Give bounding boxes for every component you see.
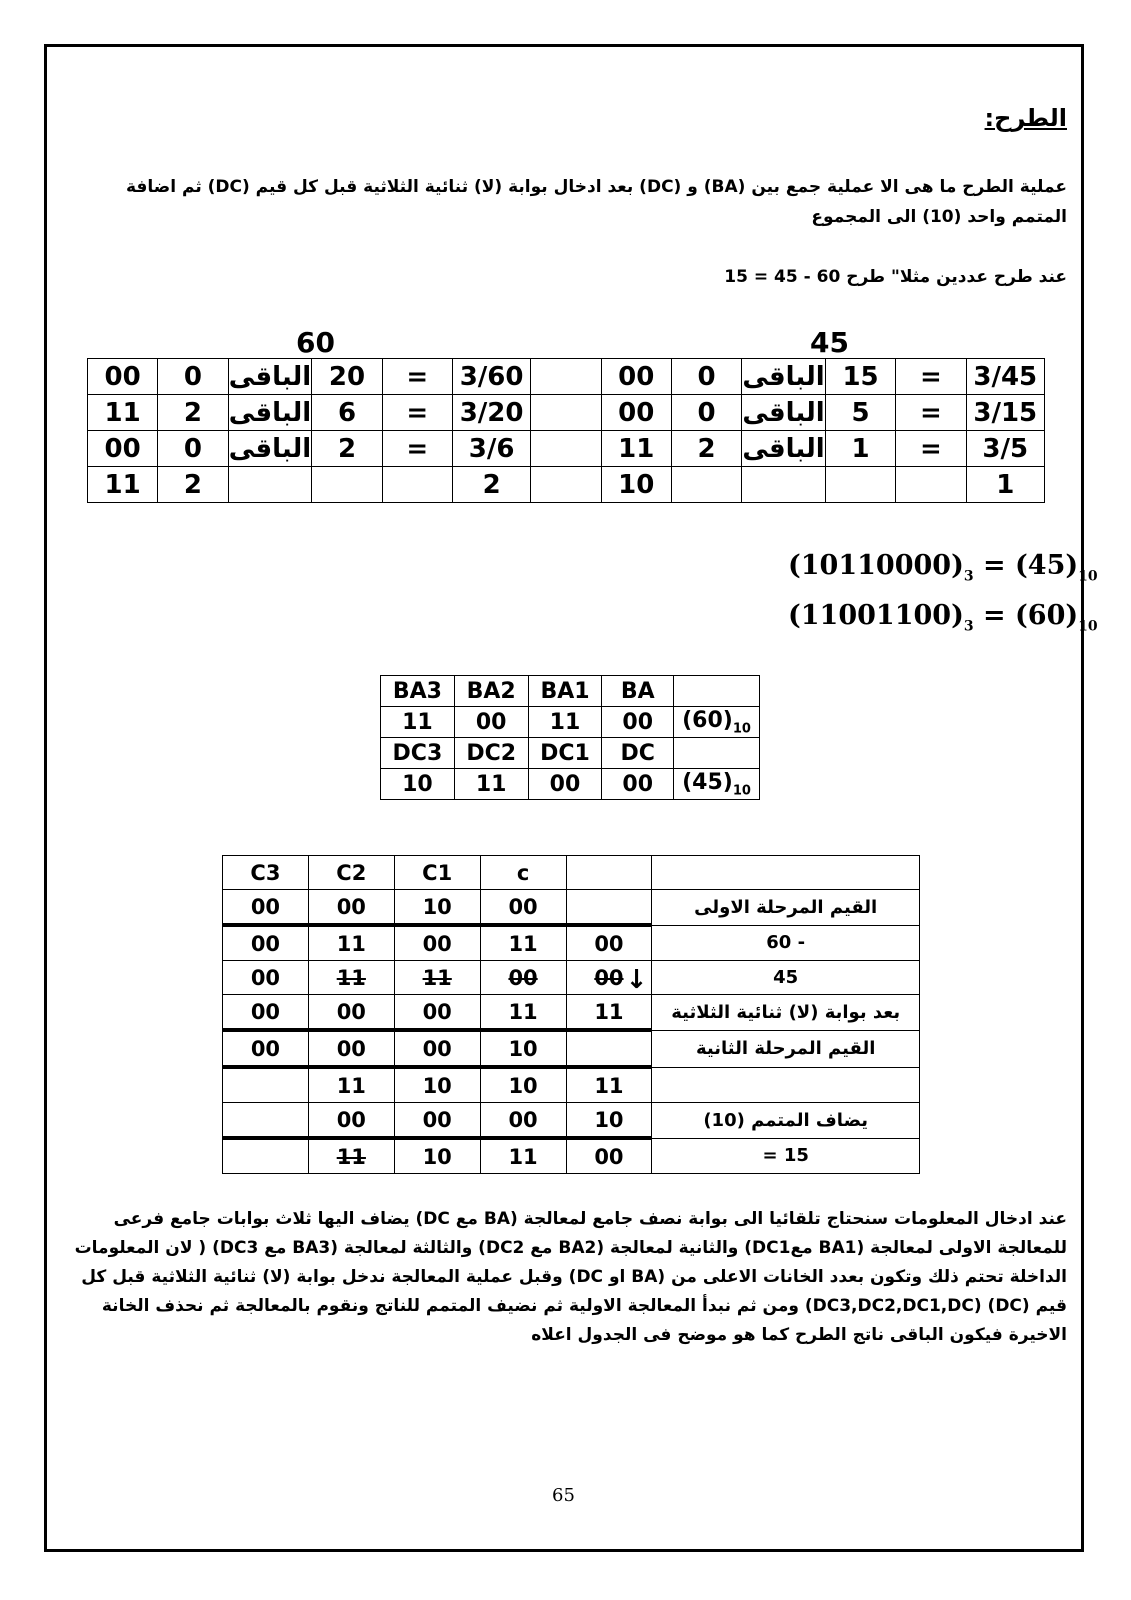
calc-cell: 11 ↓	[566, 995, 652, 1031]
division-cell: =	[382, 395, 452, 431]
calc-cell: 00	[308, 890, 394, 926]
equation-60: $(11001100)_3 = (60)_{10}$	[788, 600, 1098, 635]
calc-row	[223, 961, 920, 995]
eq1-rhs: (45)	[1015, 550, 1079, 581]
division-cell: 11	[601, 431, 671, 467]
division-cell: 2	[158, 395, 228, 431]
division-cell: 00	[88, 431, 158, 467]
calc-cell: 00	[223, 995, 309, 1031]
calc-cell: 00	[223, 925, 309, 961]
division-cell: الباقى	[742, 395, 826, 431]
eq2-rhs-base: 10	[1078, 618, 1098, 635]
mapping-cell-text: BA2	[466, 678, 516, 704]
mapping-cell-text: 00	[622, 709, 654, 735]
eq1-lhs-base: 3	[963, 568, 974, 585]
calc-cell	[652, 1067, 920, 1103]
calc-cell: 00	[566, 925, 652, 961]
mapping-cell	[381, 738, 455, 769]
division-cell: 15	[825, 359, 895, 395]
division-table	[87, 358, 1045, 503]
division-cell: =	[382, 359, 452, 395]
division-cell: 3/45	[966, 359, 1044, 395]
calc-cell: 00	[480, 1103, 566, 1139]
mapping-row	[381, 707, 760, 738]
mapping-cell	[602, 707, 674, 738]
calc-cell: C2	[308, 856, 394, 890]
division-cell: 11	[88, 467, 158, 503]
calc-cell: 00	[566, 961, 652, 995]
calc-cell: 10	[480, 1030, 566, 1067]
division-cell: 1	[825, 431, 895, 467]
division-row	[88, 359, 1045, 395]
mapping-cell-text: 10	[402, 771, 433, 797]
division-gap-cell	[531, 395, 601, 431]
calc-cell: - 60	[652, 925, 920, 961]
mapping-cell-text: 11	[475, 771, 507, 797]
division-cell: =	[896, 395, 966, 431]
division-cell	[825, 467, 895, 503]
division-cell: =	[896, 431, 966, 467]
calc-cell: 11	[394, 961, 480, 995]
division-cell: 3/20	[452, 395, 530, 431]
div45-title: 45	[810, 326, 849, 359]
calc-row	[223, 1030, 920, 1067]
mapping-cell-text: 11	[549, 709, 581, 735]
calc-cell: 11	[308, 961, 394, 995]
calc-cell: 10	[394, 890, 480, 926]
division-cell: 0	[158, 359, 228, 395]
division-cell: 2	[312, 431, 382, 467]
division-cell: =	[382, 431, 452, 467]
division-cell: الباقى	[742, 359, 826, 395]
section-heading: الطرح:	[984, 104, 1067, 132]
calc-cell: 10	[394, 1138, 480, 1174]
calc-cell: 11	[308, 1138, 394, 1174]
calc-row	[223, 890, 920, 926]
mapping-cell-text: BA	[620, 678, 655, 704]
mapping-cell-text: 00	[549, 771, 581, 797]
calc-cell: C3	[223, 856, 309, 890]
example-line: عند طرح عددين مثلا" طرح 60 - 45 = 15	[724, 267, 1067, 287]
mapping-cell	[528, 707, 602, 738]
mapping-cell	[528, 769, 602, 800]
mapping-cell-text: 00	[622, 771, 654, 797]
division-gap-cell	[531, 431, 601, 467]
division-cell: الباقى	[228, 431, 312, 467]
calc-cell: 11	[566, 1067, 652, 1103]
calc-cell: 00	[480, 961, 566, 995]
calc-cell	[566, 856, 652, 890]
division-cell: 2	[671, 431, 741, 467]
calc-cell	[652, 856, 920, 890]
mapping-cell	[674, 769, 760, 800]
mapping-cell-text: (60)	[682, 707, 733, 733]
calc-row	[223, 925, 920, 961]
calc-cell: 11	[308, 925, 394, 961]
division-cell: 20	[312, 359, 382, 395]
division-cell: 3/60	[452, 359, 530, 395]
mapping-cell	[674, 738, 760, 769]
calc-row	[223, 995, 920, 1031]
division-cell	[742, 467, 826, 503]
mapping-cell	[674, 707, 760, 738]
division-cell: 10	[601, 467, 671, 503]
page-number: 65	[552, 1485, 575, 1506]
eq2-rhs: (60)	[1015, 600, 1079, 631]
mapping-cell-text: DC1	[540, 740, 590, 766]
calc-cell: القيم المرحلة الثانية	[652, 1030, 920, 1067]
mapping-base: 10	[732, 721, 751, 737]
calc-row	[223, 1067, 920, 1103]
division-gap-cell	[531, 359, 601, 395]
calc-cell	[223, 1067, 309, 1103]
calc-cell: 00	[308, 1103, 394, 1139]
calc-cell: 00	[223, 890, 309, 926]
division-row	[88, 431, 1045, 467]
division-cell: 5	[825, 395, 895, 431]
intro-paragraph: عملية الطرح ما هى الا عملية جمع بين (BA) و (DC) بعد ادخال بوابة (لا) ثنائية الثلاثية قبل كل قيم (DC) ثم اضافة المتمم واحد (10) الى المجموع	[125, 177, 1067, 227]
calc-cell: 10	[480, 1067, 566, 1103]
division-cell: 0	[158, 431, 228, 467]
mapping-table	[380, 675, 760, 800]
division-cell: 1	[966, 467, 1044, 503]
division-cell: 2	[452, 467, 530, 503]
calc-cell	[566, 890, 652, 926]
division-cell	[228, 467, 312, 503]
division-cell: الباقى	[228, 395, 312, 431]
calc-cell: 00	[394, 1103, 480, 1139]
calc-cell: 00	[480, 890, 566, 926]
mapping-cell	[454, 676, 528, 707]
division-row	[88, 395, 1045, 431]
mapping-cell	[454, 769, 528, 800]
calc-cell: C1	[394, 856, 480, 890]
calc-cell: 11	[480, 995, 566, 1031]
div60-title: 60	[296, 326, 335, 359]
mapping-cell-text: BA3	[392, 678, 442, 704]
mapping-cell	[454, 707, 528, 738]
division-gap-cell	[531, 467, 601, 503]
mapping-row	[381, 676, 760, 707]
mapping-cell	[381, 707, 455, 738]
calc-cell: القيم المرحلة الاولى	[652, 890, 920, 926]
mapping-cell	[381, 769, 455, 800]
division-cell: 3/6	[452, 431, 530, 467]
division-cell: الباقى	[742, 431, 826, 467]
division-row	[88, 467, 1045, 503]
eq1-rhs-base: 10	[1078, 568, 1098, 585]
calc-cell	[223, 1138, 309, 1174]
calc-cell: 15 =	[652, 1138, 920, 1174]
mapping-cell	[674, 676, 760, 707]
eq1-lhs: (10110000)	[788, 550, 964, 581]
calc-cell: 00	[394, 995, 480, 1031]
calc-cell: 00	[394, 1030, 480, 1067]
mapping-base: 10	[732, 783, 751, 799]
division-cell	[312, 467, 382, 503]
division-cell: 3/5	[966, 431, 1044, 467]
closing-paragraph: عند ادخال المعلومات سنحتاج تلقائيا الى بوابة نصف جامع لمعالجة (BA مع DC) يضاف اليها ثلاث بوابات جامع فرعى للمعالجة الاولى لمعالجة (BA1 معDC1) والثانية لمعالجة (BA2 مع DC2) والثالثة لمعالجة (BA3 مع DC3) ( لان المعلومات الداخلة تحتم ذلك وتكون بعدد الخانات الاعلى من (BA او DC) وقبل عملية المعالجة ندخل بوابة (لا) ثنائية الثلاثية قبل كل قيم (DC) (DC3,DC2,DC1,DC) ومن ثم نبدأ المعالجة الاولية ثم نضيف المتمم للناتج ونقوم بالمعالجة ثم نحذف الخانة الاخيرة فيكون الباقى ناتج الطرح كما هو موضح فى الجدول اعلاه	[74, 1209, 1067, 1345]
calc-row	[223, 1138, 920, 1174]
division-cell: 3/15	[966, 395, 1044, 431]
calc-cell: 10	[394, 1067, 480, 1103]
division-cell: =	[896, 359, 966, 395]
mapping-cell	[602, 769, 674, 800]
calc-cell: 00	[308, 1030, 394, 1067]
calculation-table	[222, 855, 920, 1174]
calc-row	[223, 856, 920, 890]
calc-cell: 11	[480, 1138, 566, 1174]
down-arrow-icon: ↓	[625, 965, 648, 995]
calc-cell: 00	[394, 925, 480, 961]
mapping-cell	[381, 676, 455, 707]
calc-cell: 00	[566, 1138, 652, 1174]
calc-cell: 00	[308, 995, 394, 1031]
calc-cell: 11	[480, 925, 566, 961]
calc-cell: 10	[566, 1103, 652, 1139]
division-cell: 6	[312, 395, 382, 431]
mapping-cell	[528, 738, 602, 769]
eq2-lhs-base: 3	[963, 618, 974, 635]
mapping-cell	[602, 676, 674, 707]
calc-cell: 00	[223, 1030, 309, 1067]
division-cell: 00	[601, 395, 671, 431]
mapping-row	[381, 769, 760, 800]
mapping-cell-text: DC3	[392, 740, 443, 766]
mapping-cell	[454, 738, 528, 769]
mapping-cell-text: 00	[475, 709, 507, 735]
calc-cell: 00	[223, 961, 309, 995]
division-cell: 0	[671, 359, 741, 395]
division-cell: 00	[601, 359, 671, 395]
calc-cell	[566, 1030, 652, 1067]
division-cell: 2	[158, 467, 228, 503]
division-cell	[896, 467, 966, 503]
mapping-row	[381, 738, 760, 769]
division-cell: 0	[671, 395, 741, 431]
calc-cell: 45	[652, 961, 920, 995]
mapping-cell-text: (45)	[682, 769, 733, 795]
eq2-lhs: (11001100)	[788, 600, 964, 631]
mapping-cell-text: 11	[402, 709, 433, 735]
division-cell: 11	[88, 395, 158, 431]
division-cell: الباقى	[228, 359, 312, 395]
calc-row	[223, 1103, 920, 1139]
mapping-cell	[528, 676, 602, 707]
mapping-cell	[602, 738, 674, 769]
mapping-cell-text: DC2	[466, 740, 517, 766]
division-cell: 00	[88, 359, 158, 395]
mapping-cell-text: DC	[620, 740, 655, 766]
division-cell	[382, 467, 452, 503]
calc-cell: c	[480, 856, 566, 890]
calc-cell: يضاف المتمم (10)	[652, 1103, 920, 1139]
calc-cell	[223, 1103, 309, 1139]
calc-cell: بعد بوابة (لا) ثنائية الثلاثية	[652, 995, 920, 1031]
calc-cell: 11	[308, 1067, 394, 1103]
mapping-cell-text: BA1	[540, 678, 590, 704]
division-cell	[671, 467, 741, 503]
equation-45: $(10110000)_3 = (45)_{10}$	[788, 550, 1098, 585]
